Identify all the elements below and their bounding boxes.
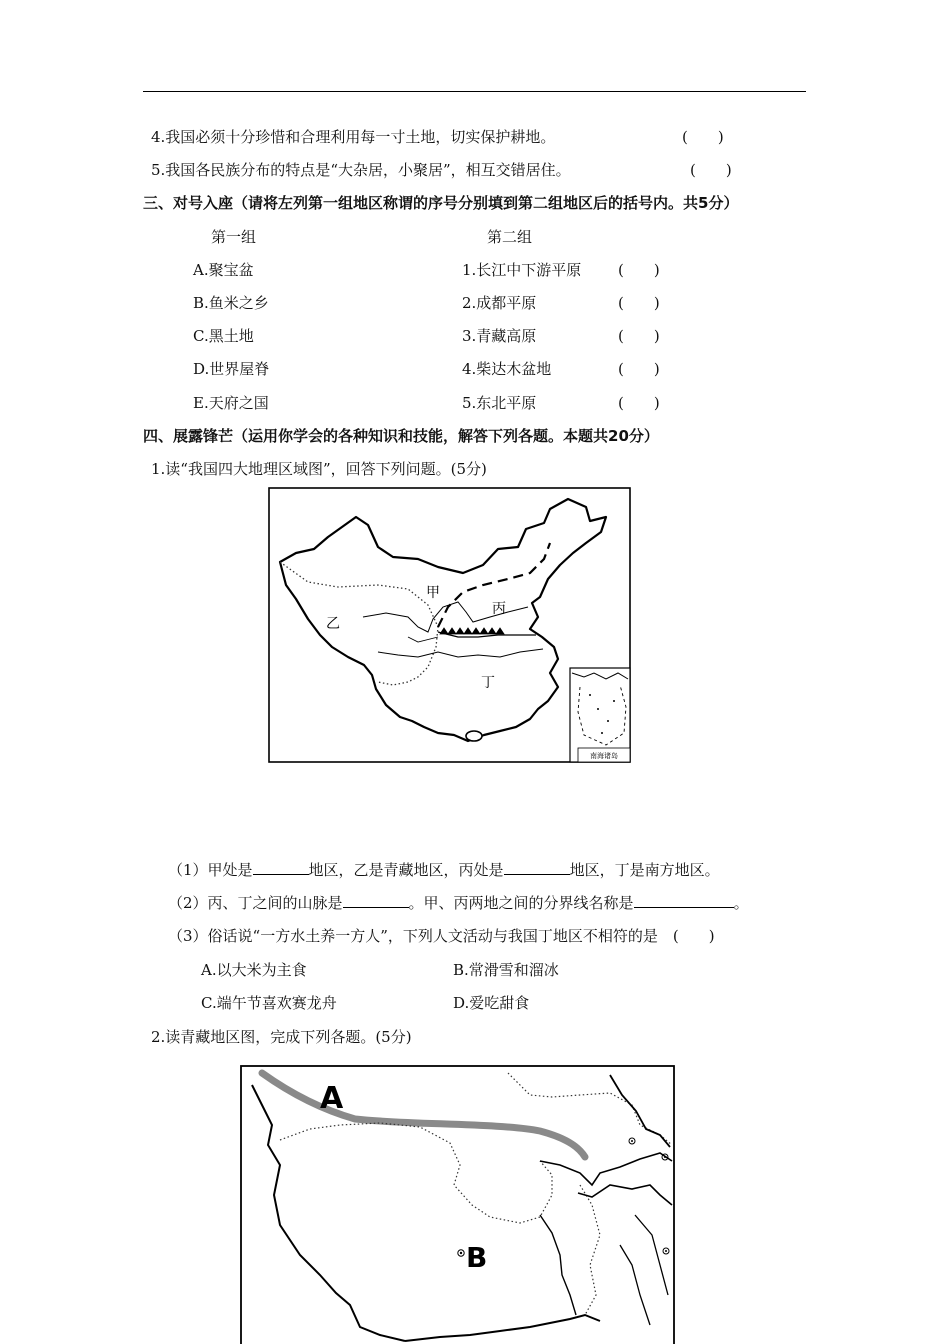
answer-blank-jia[interactable] [253,860,309,875]
label-ding: 丁 [481,675,495,691]
group1-item: A.聚宝盆 [193,261,254,279]
label-jia: 甲 [426,585,440,601]
group2-answer-paren[interactable]: ( ) [618,394,660,412]
group2-item: 3.青藏高原 [462,327,537,345]
option-c: C.端午节喜欢赛龙舟 [201,994,337,1012]
section3-title: 三、对号入座（请将左列第一组地区称谓的序号分别填到第二组地区后的括号内。共5分） [143,194,739,212]
q1-part2 [168,893,749,913]
answer-blank-bing[interactable] [504,860,570,875]
group2-header: 第二组 [487,228,533,246]
option-b: B.常滑雪和溜冰 [453,961,559,979]
answer-blank-boundary[interactable] [634,893,734,908]
q1-part1-text-a: （1）甲处是 [168,861,253,879]
group1-item: B.鱼米之乡 [193,294,269,312]
header-rule [143,91,806,92]
q1-part2-text-a: （2）丙、丁之间的山脉是 [168,894,343,912]
q1-title: 1.读“我国四大地理区域图”，回答下列问题。(5分) [151,460,487,478]
group2-item: 5.东北平原 [462,394,537,412]
judgement-q5-answer-paren[interactable]: ( ) [690,161,732,179]
group1-item: D.世界屋脊 [193,360,270,378]
q2-title: 2.读青藏地区图，完成下列各题。(5分) [151,1028,412,1046]
judgement-q5: 5.我国各民族分布的特点是“大杂居，小聚居”，相互交错居住。 [151,161,571,179]
q1-part3: （3）俗话说“一方水土养一方人”，下列人文活动与我国丁地区不相符的是 ( ) [168,927,715,945]
group1-header: 第一组 [211,228,257,246]
group1-item: E.天府之国 [193,394,269,412]
q1-part2-text-c: 。 [733,894,749,912]
group1-item: C.黑土地 [193,327,254,345]
group2-answer-paren[interactable]: ( ) [618,360,660,378]
q1-part1-text-c: 地区，丁是南方地区。 [569,861,720,879]
label-yi: 乙 [326,616,340,632]
hainan-island [466,731,482,741]
judgement-q4-answer-paren[interactable]: ( ) [682,128,724,146]
china-regions-map [268,487,632,764]
label-bing: 丙 [492,601,506,617]
q1-part2-text-b: 。甲、丙两地之间的分界线名称是 [408,894,634,912]
answer-blank-mountain[interactable] [343,893,409,908]
label-a: A [320,1081,344,1116]
group2-answer-paren[interactable]: ( ) [618,327,660,345]
group2-answer-paren[interactable]: ( ) [618,261,660,279]
group2-item: 1.长江中下游平原 [462,261,582,279]
option-d: D.爱吃甜食 [453,994,530,1012]
judgement-q4: 4.我国必须十分珍惜和合理利用每一寸土地，切实保护耕地。 [151,128,556,146]
q1-part1 [168,860,720,880]
option-a: A.以大米为主食 [201,961,307,979]
section4-title: 四、展露锋芒（运用你学会的各种知识和技能，解答下列各题。本题共20分） [143,427,659,445]
inset-label: 南海诸岛 [590,752,618,760]
label-b: B [466,1241,488,1274]
group2-answer-paren[interactable]: ( ) [618,294,660,312]
qinghai-tibet-map [240,1065,677,1344]
map2-frame [241,1066,674,1344]
group2-item: 4.柴达木盆地 [462,360,552,378]
group2-item: 2.成都平原 [462,294,537,312]
q1-part1-text-b: 地区，乙是青藏地区，丙处是 [308,861,504,879]
